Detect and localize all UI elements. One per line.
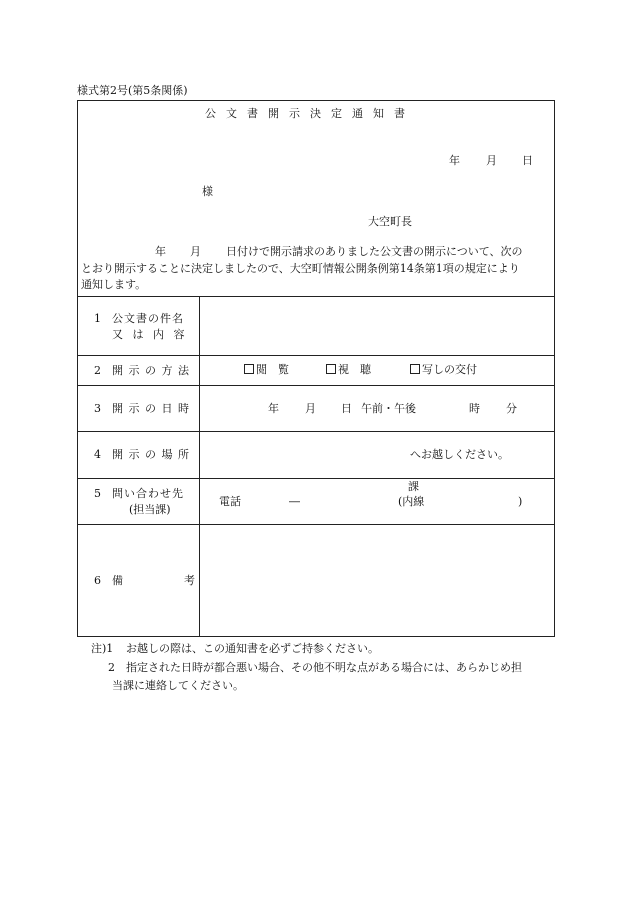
row3-number: 3 [94,402,101,415]
row6-number: 6 [94,574,101,587]
extension-close: ) [518,495,523,508]
phone-label: 電話 [219,495,241,508]
datetime-hour: 時 [469,402,480,415]
body-year: 年 [155,245,166,258]
body-line-3: 通知します。 [81,278,147,291]
divider [77,385,555,386]
row4-label: 開 示 の 場 所 [112,448,190,461]
note2-number: 2 [108,661,115,674]
row6-label-a: 備 [112,574,123,587]
checkbox-icon[interactable] [326,364,336,374]
option-inspection-label: 閲 覧 [256,363,289,376]
row6-label-b: 考 [184,574,195,587]
date-day: 日 [522,154,533,167]
datetime-year: 年 [268,402,279,415]
date-year: 年 [449,154,460,167]
datetime-ampm: 午前・午後 [361,402,416,415]
row1-label-line2: 又 は 内 容 [112,328,188,341]
row1-number: 1 [94,312,101,325]
divider [77,296,555,297]
note1-prefix: 注)1 [91,642,114,655]
row2-number: 2 [94,364,101,377]
extension-open: (内線 [398,495,425,508]
option-viewing-label: 視 聴 [338,363,371,376]
note2-line2: 当課に連絡してください。 [112,679,244,692]
body-month: 月 [190,245,201,258]
row1-label-line1: 公文書の件名 [112,312,184,325]
row5-number: 5 [94,487,101,500]
note2-line1: 指定された日時が都合悪い場合、その他不明な点がある場合には、あらかじめ担 [126,661,522,674]
column-divider [199,296,200,637]
option-copy-label: 写しの交付 [422,363,477,376]
checkbox-icon[interactable] [410,364,420,374]
datetime-day: 日 [341,402,352,415]
divider [77,355,555,356]
body-line-2: とおり開示することに決定しましたので、大空町情報公開条例第14条第1項の規定により [81,262,520,275]
datetime-month: 月 [305,402,316,415]
row3-label: 開 示 の 日 時 [112,402,190,415]
row2-label: 開 示 の 方 法 [112,364,190,377]
row5-label-line1: 問い合わせ先 [112,487,184,500]
divider [77,524,555,525]
note1-text: お越しの際は、この通知書を必ずご持参ください。 [126,642,379,655]
option-inspection[interactable] [244,364,289,375]
option-copy[interactable] [410,364,477,375]
option-viewing[interactable] [326,364,371,375]
phone-dash: ― [289,495,300,508]
department-suffix: 課 [408,480,419,493]
document-title: 公文書開示決定通知書 [205,107,415,120]
divider [77,478,555,479]
form-number-label: 様式第2号(第5条関係) [77,84,188,97]
issuer-name: 大空町長 [368,215,412,228]
row5-label-line2: (担当課) [129,503,171,516]
date-month: 月 [486,154,497,167]
datetime-minute: 分 [506,402,517,415]
checkbox-icon[interactable] [244,364,254,374]
body-line-1: 日付けで開示請求のありました公文書の開示について、次の [226,245,523,258]
divider [77,431,555,432]
recipient-suffix: 様 [202,185,213,198]
row4-number: 4 [94,448,101,461]
location-text: へお越しください。 [410,448,509,461]
